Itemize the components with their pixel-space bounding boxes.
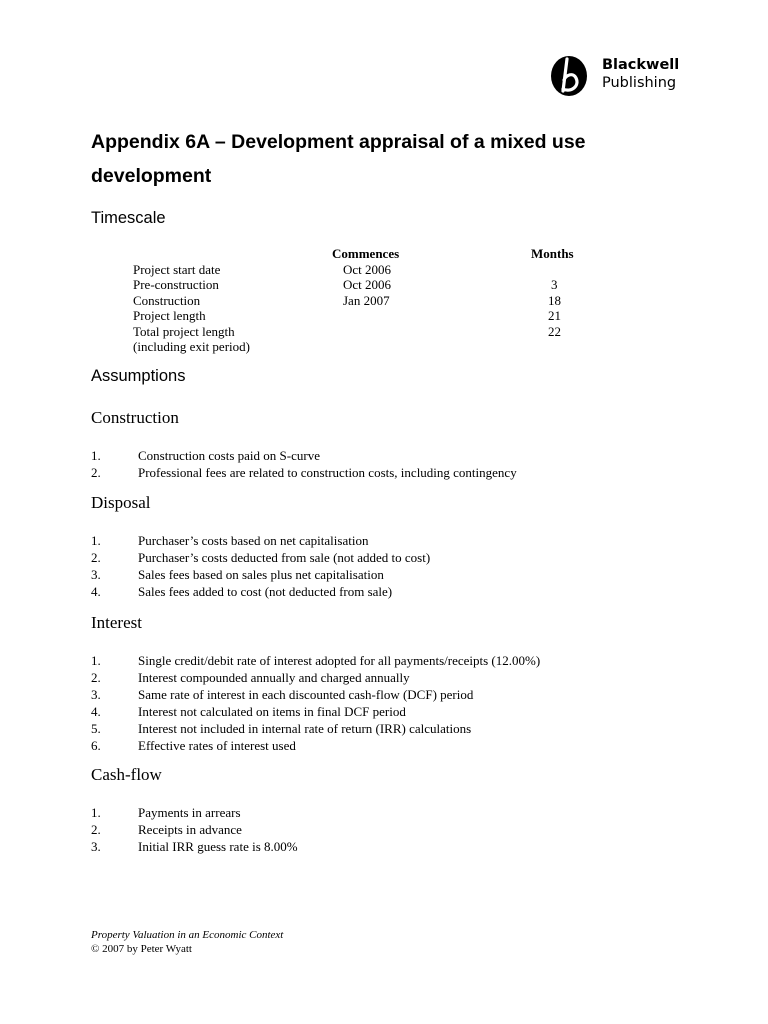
publisher-name-line2: Publishing (602, 75, 677, 91)
list-item-number: 2. (91, 465, 101, 480)
list-item-number: 1. (91, 653, 101, 668)
list-item-number: 2. (91, 550, 101, 565)
row-months: 22 (548, 324, 561, 339)
list-item-text: Payments in arrears (138, 805, 241, 820)
row-months: 21 (548, 308, 561, 323)
list-item-number: 1. (91, 805, 101, 820)
column-header-months: Months (531, 246, 574, 261)
interest-heading: Interest (91, 613, 142, 632)
list-item-text: Effective rates of interest used (138, 738, 296, 753)
list-item-text: Single credit/debit rate of interest adopted for all payments/receipts (12.00%) (138, 653, 541, 668)
list-item-number: 4. (91, 704, 101, 719)
row-months: 3 (551, 277, 558, 292)
page-title: Appendix 6A – Development appraisal of a mixed use development (91, 131, 586, 187)
column-header-commences: Commences (332, 246, 400, 261)
blackwell-b-logo-icon (549, 53, 593, 97)
cashflow-heading: Cash-flow (91, 765, 162, 784)
list-item-text: Interest compounded annually and charged annually (138, 670, 410, 685)
footer-book-title: Property Valuation in an Economic Context (91, 929, 284, 941)
row-label: Pre-construction (133, 277, 219, 292)
list-item-text: Receipts in advance (138, 822, 242, 837)
list-item-number: 4. (91, 584, 101, 599)
row-label: (including exit period) (133, 339, 250, 354)
disposal-heading: Disposal (91, 493, 151, 512)
row-months: 18 (548, 293, 561, 308)
list-item-text: Same rate of interest in each discounted cash-flow (DCF) period (138, 687, 474, 702)
assumptions-heading: Assumptions (91, 367, 186, 385)
list-item-number: 6. (91, 738, 101, 753)
row-label: Total project length (133, 324, 235, 339)
publisher-name-line1: Blackwell (602, 57, 680, 73)
list-item-text: Interest not calculated on items in final DCF period (138, 704, 406, 719)
row-label: Project start date (133, 262, 221, 277)
list-item-text: Purchaser’s costs based on net capitalisation (138, 533, 369, 548)
list-item-number: 1. (91, 448, 101, 463)
construction-heading: Construction (91, 408, 179, 427)
list-item-number: 3. (91, 567, 101, 582)
footer-copyright: © 2007 by Peter Wyatt (91, 943, 192, 955)
page-footer (91, 928, 283, 956)
list-item-text: Interest not included in internal rate of return (IRR) calculations (138, 721, 472, 736)
list-item-text: Construction costs paid on S-curve (138, 448, 320, 463)
timescale-heading: Timescale (91, 209, 166, 227)
row-label: Construction (133, 293, 201, 308)
list-item-number: 2. (91, 822, 101, 837)
list-item-number: 5. (91, 721, 101, 736)
list-item-text: Initial IRR guess rate is 8.00% (138, 839, 298, 854)
list-item-text: Sales fees added to cost (not deducted from sale) (138, 584, 393, 599)
list-item-number: 3. (91, 687, 101, 702)
row-commences: Jan 2007 (343, 293, 390, 308)
list-item-number: 1. (91, 533, 101, 548)
row-commences: Oct 2006 (343, 277, 392, 292)
list-item-text: Sales fees based on sales plus net capitalisation (138, 567, 384, 582)
list-item-text: Professional fees are related to construction costs, including contingency (138, 465, 517, 480)
row-label: Project length (133, 308, 206, 323)
row-commences: Oct 2006 (343, 262, 392, 277)
list-item-number: 2. (91, 670, 101, 685)
list-item-number: 3. (91, 839, 101, 854)
list-item-text: Purchaser’s costs deducted from sale (not added to cost) (138, 550, 431, 565)
publisher-name (602, 56, 679, 92)
